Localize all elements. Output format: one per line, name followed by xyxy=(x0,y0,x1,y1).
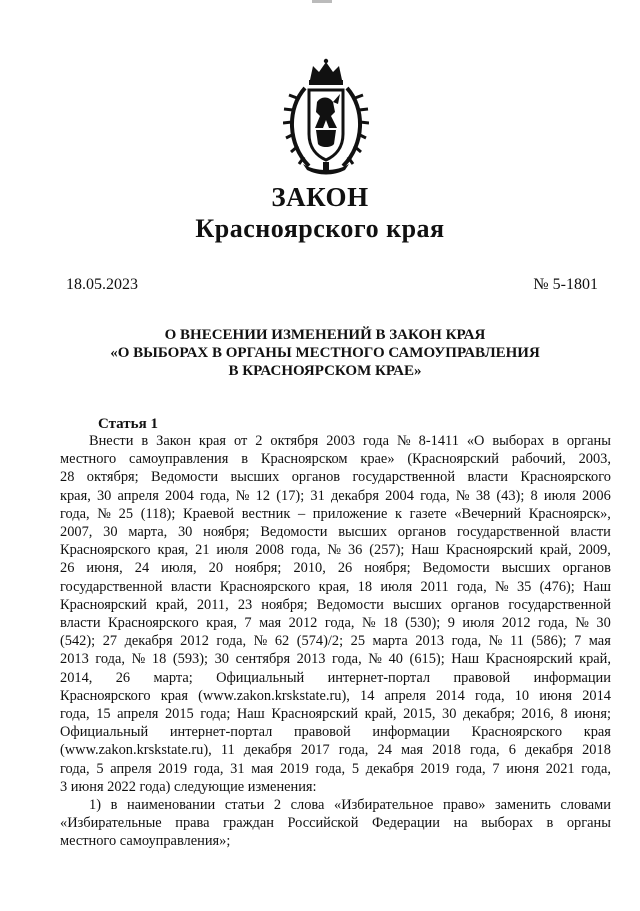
article-body-line: 26 июня, 24 июля, 20 ноября; 2010, 26 ноября; Ведомости высших органов xyxy=(60,560,611,577)
article-body-line: (542); 27 декабря 2012 года, № 62 (574)/2; 25 марта 2013 года, № 11 (586); 7 мая xyxy=(60,633,611,650)
article-body-line: 2007, 30 марта, 30 ноября; Ведомости высших органов государственной власти xyxy=(60,524,611,541)
heading-line: О ВНЕСЕНИИ ИЗМЕНЕНИЙ В ЗАКОН КРАЯ xyxy=(164,327,486,343)
document-title: ЗАКОН xyxy=(271,182,369,212)
law-heading xyxy=(60,326,590,380)
article-body-line: 1) в наименовании статьи 2 слова «Избирательное право» заменить словами xyxy=(89,797,611,814)
scan-mark xyxy=(312,0,332,3)
article-body-line: Красноярский край, 2011, 23 ноября; Ведомости высших органов государственной xyxy=(60,596,611,613)
article-body-line: Красноярского края, 21 июля 2008 года, № 36 (257); Наш Красноярский край, 2009, xyxy=(60,542,611,559)
article-body-line: власти Красноярского края, 7 мая 2012 года, № 18 (530); 9 июля 2012 года, № 30 xyxy=(60,615,611,632)
article-body-line: государственной власти Красноярского края, 18 июля 2011 года, № 35 (476); Наш xyxy=(60,578,611,595)
document-date: 18.05.2023 xyxy=(66,276,138,293)
heading-line: В КРАСНОЯРСКОМ КРАЕ» xyxy=(228,363,422,379)
article-body-line: года, № 25 (118); Краевой вестник – приложение к газете «Вечерний Красноярск», xyxy=(60,505,611,522)
coat-of-arms-emblem xyxy=(283,58,369,176)
article-body-line: 28 октября; Ведомости высших органов государственной власти Красноярского xyxy=(60,469,611,486)
article-body-line: «Избирательные права граждан Российской Федерации на выборах в органы xyxy=(60,815,611,832)
article-body-line: местного самоуправления»; xyxy=(60,833,231,850)
article-body-line: Красноярского края (www.zakon.krskstate.ru), 14 апреля 2014 года, 10 июня 2014 xyxy=(60,687,611,704)
article-title: Статья 1 xyxy=(98,416,158,432)
article-body-line: Официальный интернет-портал правовой информации Красноярского края xyxy=(60,724,611,741)
article-body-line: края, 30 апреля 2004 года, № 12 (17); 31 декабря 2004 года, № 38 (43); 8 июля 2006 xyxy=(60,487,611,504)
document-subtitle: Красноярского края xyxy=(195,214,445,243)
document-number: № 5-1801 xyxy=(533,276,598,293)
article-body-line: Внести в Закон края от 2 октября 2003 года № 8-1411 «О выборах в органы xyxy=(89,433,611,449)
article-body xyxy=(60,432,611,851)
article-body-line: года, 5 апреля 2019 года, 31 мая 2019 года, 5 декабря 2019 года, 7 июня 2021 года, xyxy=(60,760,611,777)
article-body-line: года, 15 апреля 2015 года; Наш Красноярский край, 2015, 30 декабря; 2016, 8 июня; xyxy=(60,706,611,723)
article-body-line: 2013 года, № 18 (593); 30 сентября 2013 года, № 40 (615); Наш Красноярский край, xyxy=(60,651,611,668)
article-body-line: местного самоуправления в Красноярском крае» (Красноярский рабочий, 2003, xyxy=(60,451,611,468)
article-body-line: (www.zakon.krskstate.ru), 11 декабря 2017 года, 24 мая 2018 года, 6 декабря 2018 xyxy=(60,742,611,759)
article-body-line: 2014, 26 марта; Официальный интернет-портал правовой информации xyxy=(60,669,611,686)
heading-line: «О ВЫБОРАХ В ОРГАНЫ МЕСТНОГО САМОУПРАВЛЕНИЯ xyxy=(110,345,540,361)
article-body-line: 3 июня 2022 года) следующие изменения: xyxy=(60,778,317,795)
